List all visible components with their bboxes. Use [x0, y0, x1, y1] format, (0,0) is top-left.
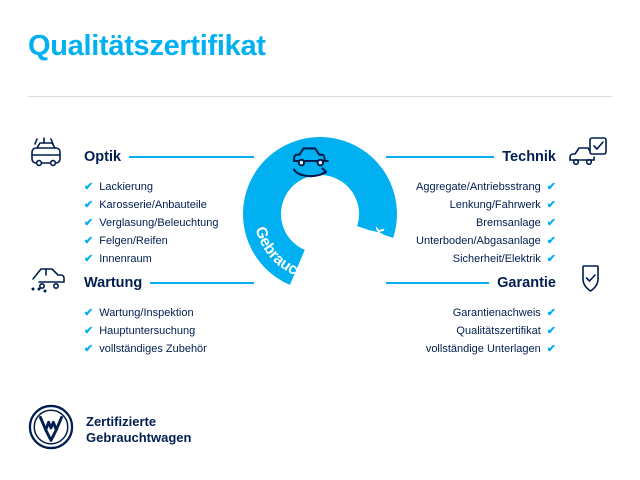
- check-list: [84, 178, 254, 268]
- list-item: [84, 196, 254, 214]
- check-list: [386, 178, 556, 268]
- list-item: [84, 322, 254, 340]
- car-lift-icon: [28, 262, 72, 298]
- list-item-label: Lackierung: [99, 181, 154, 193]
- list-item-label: Unterboden/Abgasanlage: [416, 235, 541, 247]
- check-icon: ✔: [546, 198, 556, 211]
- list-item: [386, 214, 556, 232]
- list-item-label: vollständiges Zubehör: [99, 343, 207, 355]
- list-item-label: Lenkung/Fahrwerk: [449, 199, 541, 211]
- list-item-label: Verglasung/Beleuchtung: [99, 217, 219, 229]
- check-icon: ✔: [84, 180, 94, 193]
- section-title: Optik: [84, 149, 122, 165]
- badge-360: [232, 126, 408, 302]
- page-title: Qualitätszertifikat: [28, 30, 266, 62]
- title-divider: [28, 96, 612, 97]
- list-item-label: Wartung/Inspektion: [99, 307, 194, 319]
- check-icon: ✔: [546, 180, 556, 193]
- check-icon: ✔: [546, 324, 556, 337]
- check-list: [84, 304, 254, 358]
- section-wartung: [84, 272, 254, 358]
- list-item: [386, 322, 556, 340]
- check-icon: ✔: [84, 306, 94, 319]
- badge-center-label: 360°: [287, 204, 353, 237]
- car-wash-icon: [28, 136, 72, 172]
- section-optik: [84, 146, 254, 268]
- section-title: Garantie: [497, 275, 556, 291]
- footer-line-1: Zertifizierte: [86, 413, 157, 429]
- list-item-label: Sicherheit/Elektrik: [452, 253, 541, 265]
- footer-line-2: Gebrauchtwagen: [86, 429, 192, 445]
- section-technik: [386, 146, 556, 268]
- list-item: [84, 232, 254, 250]
- list-item: [386, 250, 556, 268]
- list-item: [386, 340, 556, 358]
- check-icon: ✔: [546, 342, 556, 355]
- list-item: [386, 178, 556, 196]
- check-icon: ✔: [84, 342, 94, 355]
- list-item-label: Garantienachweis: [452, 307, 541, 319]
- car-checklist-icon: [568, 136, 612, 172]
- list-item: [84, 340, 254, 358]
- list-item: [84, 304, 254, 322]
- list-item-label: Innenraum: [99, 253, 152, 265]
- section-title: Technik: [502, 149, 556, 165]
- list-item-label: Hauptuntersuchung: [99, 325, 196, 337]
- footer: [28, 404, 191, 455]
- vw-logo-icon: [28, 404, 74, 455]
- section-header: [84, 146, 254, 168]
- footer-text: [86, 414, 191, 446]
- list-item-label: Bremsanlage: [475, 217, 541, 229]
- section-title: Wartung: [84, 275, 143, 291]
- section-header: [84, 272, 254, 294]
- section-header: [386, 272, 556, 294]
- check-icon: ✔: [546, 252, 556, 265]
- list-item: [84, 178, 254, 196]
- section-garantie: [386, 272, 556, 358]
- list-item-label: vollständige Unterlagen: [425, 343, 541, 355]
- check-icon: ✔: [546, 306, 556, 319]
- check-icon: ✔: [546, 234, 556, 247]
- list-item: [386, 196, 556, 214]
- check-list: [386, 304, 556, 358]
- list-item-label: Felgen/Reifen: [99, 235, 168, 247]
- list-item-label: Karosserie/Anbauteile: [99, 199, 207, 211]
- shield-check-icon: [568, 262, 612, 298]
- check-icon: ✔: [546, 216, 556, 229]
- badge-arc-text: Gebrauchtwagen-Check: [251, 224, 389, 285]
- list-item: [84, 250, 254, 268]
- check-icon: ✔: [84, 324, 94, 337]
- check-icon: ✔: [84, 252, 94, 265]
- list-item: [84, 214, 254, 232]
- list-item: [386, 232, 556, 250]
- check-icon: ✔: [84, 234, 94, 247]
- list-item: [386, 304, 556, 322]
- list-item-label: Aggregate/Antriebsstrang: [416, 181, 541, 193]
- section-header: [386, 146, 556, 168]
- list-item-label: Qualitätszertifikat: [456, 325, 541, 337]
- check-icon: ✔: [84, 198, 94, 211]
- check-icon: ✔: [84, 216, 94, 229]
